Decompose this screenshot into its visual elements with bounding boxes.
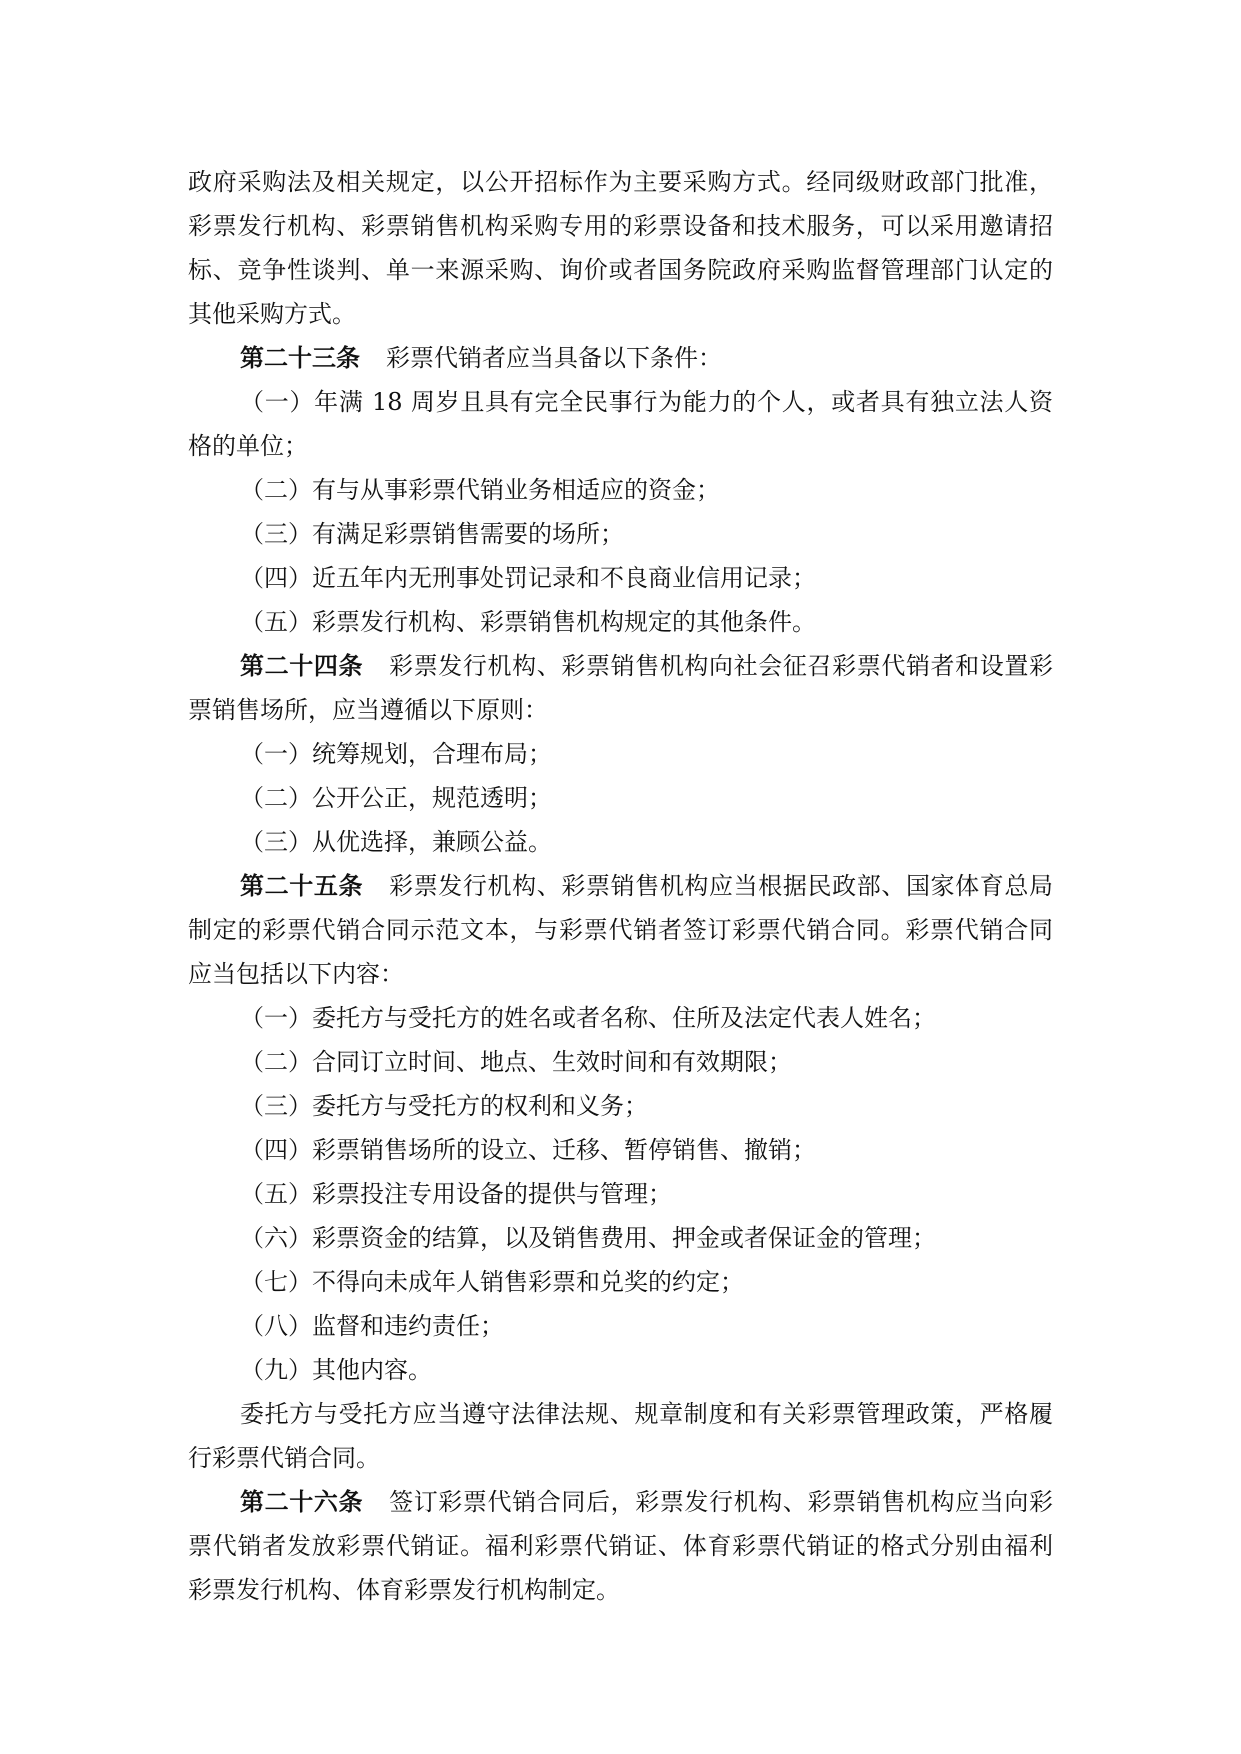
article-25-continuation: 应当包括以下内容：: [188, 960, 404, 988]
article-24-item: （二）公开公正，规范透明；: [240, 784, 552, 812]
article-25-item: （五）彩票投注专用设备的提供与管理；: [240, 1180, 672, 1208]
text-line: 政府采购法及相关规定，以公开招标作为主要采购方式。经同级财政部门批准，: [188, 168, 1053, 196]
article-25-paragraph: 行彩票代销合同。: [188, 1444, 380, 1472]
article-23-item: 格的单位；: [188, 432, 308, 460]
article-25-paragraph: 委托方与受托方应当遵守法律法规、规章制度和有关彩票管理政策，严格履: [240, 1400, 1053, 1428]
article-26-continuation: 票代销者发放彩票代销证。福利彩票代销证、体育彩票代销证的格式分别由福利: [188, 1532, 1053, 1560]
article-25-item: （六）彩票资金的结算，以及销售费用、押金或者保证金的管理；: [240, 1224, 936, 1252]
article-24-label: 第二十四条: [240, 651, 364, 680]
article-23-item: （三）有满足彩票销售需要的场所；: [240, 520, 624, 548]
article-24-item: （一）统筹规划，合理布局；: [240, 740, 552, 768]
text-line: 彩票发行机构、彩票销售机构采购专用的彩票设备和技术服务，可以采用邀请招: [188, 212, 1053, 240]
article-24-continuation: 票销售场所，应当遵循以下原则：: [188, 696, 548, 724]
article-23-item: （一）年满 18 周岁且具有完全民事行为能力的个人，或者具有独立法人资: [240, 388, 1053, 416]
article-26-label: 第二十六条: [240, 1487, 364, 1516]
text-line: 其他采购方式。: [188, 300, 356, 328]
article-24-item: （三）从优选择，兼顾公益。: [240, 828, 552, 856]
article-25-continuation: 制定的彩票代销合同示范文本，与彩票代销者签订彩票代销合同。彩票代销合同: [188, 916, 1053, 944]
article-23-item: （五）彩票发行机构、彩票销售机构规定的其他条件。: [240, 608, 816, 636]
article-23-item: （四）近五年内无刑事处罚记录和不良商业信用记录；: [240, 564, 816, 592]
article-24-heading: [188, 644, 1053, 688]
article-23-label: 第二十三条: [240, 343, 360, 372]
article-25-heading: [188, 864, 1053, 908]
article-25-item: （九）其他内容。: [240, 1356, 432, 1384]
article-25-item: （一）委托方与受托方的姓名或者名称、住所及法定代表人姓名；: [240, 1004, 936, 1032]
text-line: 标、竞争性谈判、单一来源采购、询价或者国务院政府采购监督管理部门认定的: [188, 256, 1053, 284]
article-25-item: （三）委托方与受托方的权利和义务；: [240, 1092, 648, 1120]
article-25-item: （八）监督和违约责任；: [240, 1312, 504, 1340]
article-23-item: （二）有与从事彩票代销业务相适应的资金；: [240, 476, 720, 504]
article-26-heading: [188, 1480, 1053, 1524]
article-24-text: 彩票发行机构、彩票销售机构向社会征召彩票代销者和设置彩: [389, 652, 1054, 680]
article-23-text: 彩票代销者应当具备以下条件：: [386, 344, 722, 372]
article-25-item: （二）合同订立时间、地点、生效时间和有效期限；: [240, 1048, 792, 1076]
article-25-item: （七）不得向未成年人销售彩票和兑奖的约定；: [240, 1268, 744, 1296]
article-25-item: （四）彩票销售场所的设立、迁移、暂停销售、撤销；: [240, 1136, 816, 1164]
article-25-label: 第二十五条: [240, 871, 364, 900]
article-25-text: 彩票发行机构、彩票销售机构应当根据民政部、国家体育总局: [389, 872, 1054, 900]
article-23-heading: [188, 336, 1053, 380]
article-26-text: 签订彩票代销合同后，彩票发行机构、彩票销售机构应当向彩: [389, 1488, 1054, 1516]
article-26-continuation: 彩票发行机构、体育彩票发行机构制定。: [188, 1576, 620, 1604]
